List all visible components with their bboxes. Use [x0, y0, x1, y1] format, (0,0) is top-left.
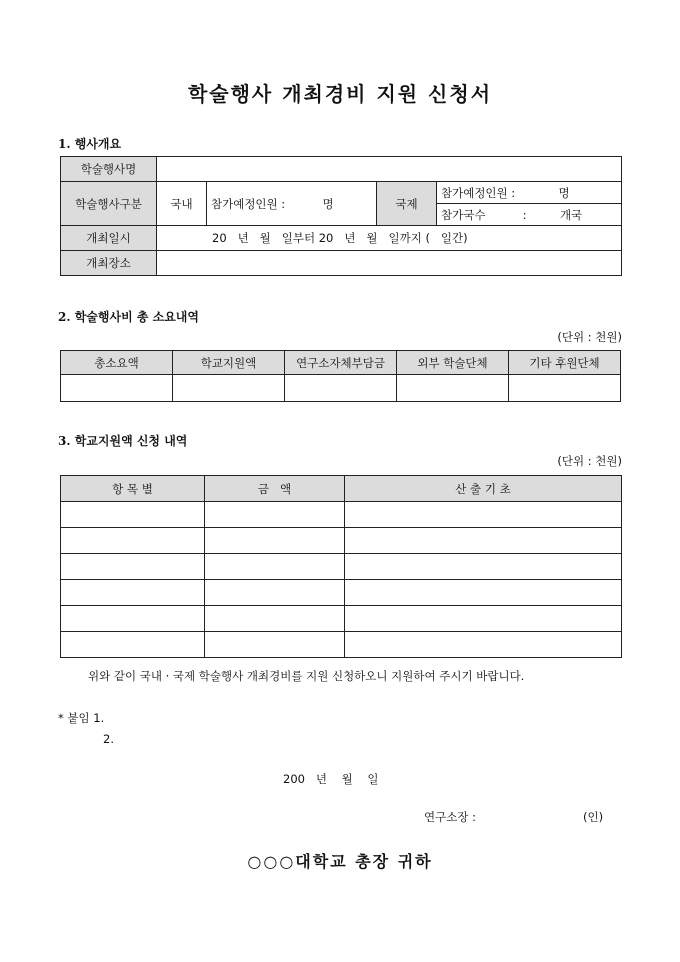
item-cell[interactable]: [61, 502, 205, 528]
item-cell[interactable]: [61, 528, 205, 554]
domestic-participants-label: 참가예정인원 :: [211, 196, 286, 211]
item-cell[interactable]: [61, 580, 205, 606]
basis-cell[interactable]: [345, 606, 622, 632]
addressee: ○○○대학교 총장 귀하: [247, 852, 433, 871]
amount-cell[interactable]: [205, 528, 345, 554]
basis-cell[interactable]: [345, 528, 622, 554]
domestic-participants-field[interactable]: [207, 182, 377, 226]
amount-cell[interactable]: [205, 580, 345, 606]
attachment-1: * 붙임 1.: [58, 711, 105, 725]
section1-heading: 1. 행사개요: [58, 137, 122, 151]
amount-cell[interactable]: [205, 606, 345, 632]
basis-header: 산 출 기 초: [345, 476, 622, 502]
event-place-field[interactable]: [157, 251, 622, 276]
domestic-persons-unit: 명: [322, 196, 334, 211]
intl-participants-label: 참가예정인원 :: [441, 185, 516, 200]
institute-share-cell[interactable]: [285, 375, 397, 402]
event-date-label: 개최일시: [61, 226, 157, 251]
table-row: [61, 632, 622, 658]
basis-cell[interactable]: [345, 580, 622, 606]
event-overview-table: [60, 156, 622, 276]
section2-unit: (단위 : 천원): [557, 330, 622, 344]
school-support-header: 학교지원액: [173, 351, 285, 375]
other-sponsor-cell[interactable]: [509, 375, 621, 402]
item-cell[interactable]: [61, 632, 205, 658]
external-society-header: 외부 학술단체: [397, 351, 509, 375]
countries-field[interactable]: [437, 204, 622, 226]
table-row: [61, 554, 622, 580]
item-cell[interactable]: [61, 606, 205, 632]
other-sponsor-header: 기타 후원단체: [509, 351, 621, 375]
amount-cell[interactable]: [205, 502, 345, 528]
document-title: 학술행사 개최경비 지원 신청서: [187, 82, 493, 106]
application-date: 200 년 월 일: [283, 772, 379, 786]
section2-heading: 2. 학술행사비 총 소요내역: [58, 310, 199, 324]
item-cell[interactable]: [61, 554, 205, 580]
amount-header: 금 액: [205, 476, 345, 502]
event-date-field[interactable]: 20 년 월 일부터 20 년 월 일까지 ( 일간): [157, 226, 622, 251]
total-cost-table: [60, 350, 621, 402]
intl-persons-unit: 명: [558, 185, 570, 200]
event-place-label: 개최장소: [61, 251, 157, 276]
signer-label: 연구소장 :: [424, 810, 476, 824]
table-row: [61, 502, 622, 528]
intl-participants-field[interactable]: [437, 182, 622, 204]
attachment-2: 2.: [103, 732, 114, 746]
table-row: [61, 580, 622, 606]
event-name-label: 학술행사명: [61, 157, 157, 182]
seal-mark: (인): [583, 810, 604, 824]
external-society-cell[interactable]: [397, 375, 509, 402]
countries-label: 참가국수: [441, 207, 486, 222]
total-cost-cell[interactable]: [61, 375, 173, 402]
item-header: 항 목 별: [61, 476, 205, 502]
basis-cell[interactable]: [345, 632, 622, 658]
amount-cell[interactable]: [205, 632, 345, 658]
support-request-table: [60, 475, 622, 658]
event-type-label: 학술행사구분: [61, 182, 157, 226]
countries-colon: :: [522, 207, 527, 222]
basis-cell[interactable]: [345, 502, 622, 528]
domestic-label: 국내: [157, 182, 207, 226]
event-name-field[interactable]: [157, 157, 622, 182]
section3-heading: 3. 학교지원액 신청 내역: [58, 434, 188, 448]
total-cost-header: 총소요액: [61, 351, 173, 375]
international-label: 국제: [377, 182, 437, 226]
section3-unit: (단위 : 천원): [557, 454, 622, 468]
countries-unit: 개국: [559, 207, 583, 222]
institute-share-header: 연구소자체부담금: [285, 351, 397, 375]
table-row: [61, 528, 622, 554]
school-support-cell[interactable]: [173, 375, 285, 402]
amount-cell[interactable]: [205, 554, 345, 580]
table-row: [61, 606, 622, 632]
basis-cell[interactable]: [345, 554, 622, 580]
request-statement: 위와 같이 국내 · 국제 학술행사 개최경비를 지원 신청하오니 지원하여 주시기 바랍니다.: [88, 669, 525, 683]
